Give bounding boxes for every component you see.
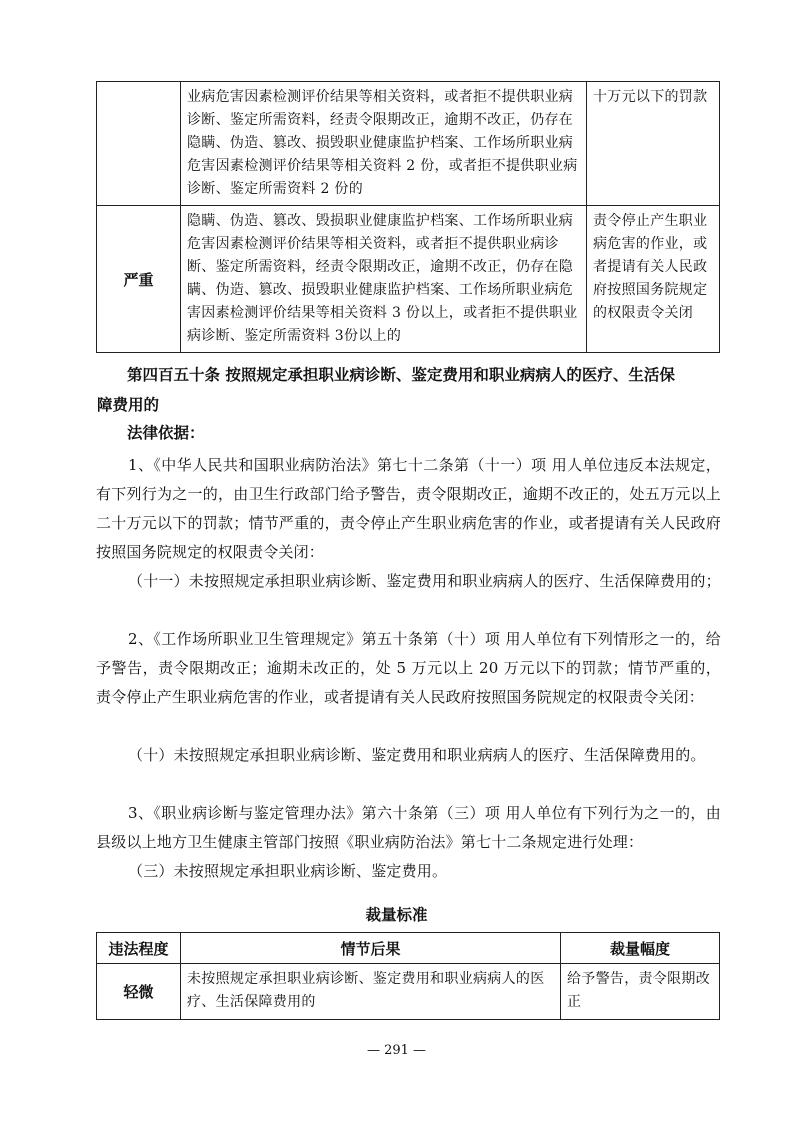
penalty-cell: 十万元以下的罚款 — [587, 82, 720, 206]
page-number: — 291 — — [366, 1043, 427, 1058]
table-row — [97, 206, 720, 353]
table-row — [97, 82, 720, 206]
table-caption: 裁量标准 — [365, 906, 428, 924]
penalty-cell: 责令停止产生职业病危害的作业，或者提请有关人民政府按照国务院规定的权限责令关闭 — [587, 206, 720, 353]
article-title-line2: 障费用的 — [97, 396, 160, 414]
column-header: 裁量幅度 — [561, 933, 720, 964]
legal-item-1: （十一）未按照规定承担职业病诊断、鉴定费用和职业病病人的医疗、生活保障费用的； — [128, 572, 721, 590]
level-cell: 轻微 — [97, 964, 181, 1020]
legal-basis-label: 法律依据： — [127, 424, 205, 442]
legal-item-2: （十）未按照规定承担职业病诊断、鉴定费用和职业病病人的医疗、生活保障费用的。 — [128, 746, 706, 764]
legal-paragraph-2: 2、《工作场所职业卫生管理规定》第五十条第（十）项 用人单位有下列情形之一的，给予警告，责令限期改正；逾期未改正的，处 5 万元以上 20 万元以下的罚款；情节严重的，责令停止产生职业病危害的作业，或者提请有关人民政府按照国务院规定的权限责令关闭： — [96, 630, 721, 706]
article-title — [97, 360, 721, 420]
legal-paragraph-1: 1、《中华人民共和国职业病防治法》第七十二条第（十一）项 用人单位违反本法规定，有下列行为之一的，由卫生行政部门给予警告，责令限期改正，逾期不改正的，处五万元以上二十万元以下的罚款；情节严重的，责令停止产生职业病危害的作业，或者提请有关人民政府按照国务院规定的权限责令关闭： — [96, 456, 721, 561]
discretion-table-continued — [96, 81, 720, 353]
discretion-table — [96, 932, 720, 1020]
legal-paragraph-3: 3、《职业病诊断与鉴定管理办法》第六十条第（三）项 用人单位有下列行为之一的，由县级以上地方卫生健康主管部门按照《职业病防治法》第七十二条规定进行处理： — [96, 804, 721, 851]
consequence-cell: 业病危害因素检测评价结果等相关资料，或者拒不提供职业病诊断、鉴定所需资料，经责令限期改正，逾期不改正，仍存在隐瞒、伪造、篡改、损毁职业健康监护档案、工作场所职业病危害因素检测评价结果等相关资料 2 份，或者拒不提供职业病诊断、鉴定所需资料 2 份的 — [181, 82, 587, 206]
column-header: 情节后果 — [181, 933, 561, 964]
level-cell — [97, 82, 181, 206]
penalty-cell: 给予警告，责令限期改正 — [561, 964, 720, 1020]
table-header-row — [97, 933, 720, 964]
article-title-line1: 第四百五十条 按照规定承担职业病诊断、鉴定费用和职业病病人的医疗、生活保 — [127, 366, 675, 384]
table-row — [97, 964, 720, 1020]
consequence-cell: 未按照规定承担职业病诊断、鉴定费用和职业病病人的医疗、生活保障费用的 — [181, 964, 561, 1020]
legal-item-3: （三）未按照规定承担职业病诊断、鉴定费用。 — [128, 862, 448, 880]
level-cell: 严重 — [97, 206, 181, 353]
consequence-cell: 隐瞒、伪造、篡改、毁损职业健康监护档案、工作场所职业病危害因素检测评价结果等相关资料，或者拒不提供职业病诊断、鉴定所需资料，经责令限期改正，逾期不改正，仍存在隐瞒、伪造、篡改、损毁职业健康监护档案、工作场所职业病危害因素检测评价结果等相关资料 3 份以上，或者拒不提供职业病诊断、鉴定所需资料 3份以上的 — [181, 206, 587, 353]
column-header: 违法程度 — [97, 933, 181, 964]
